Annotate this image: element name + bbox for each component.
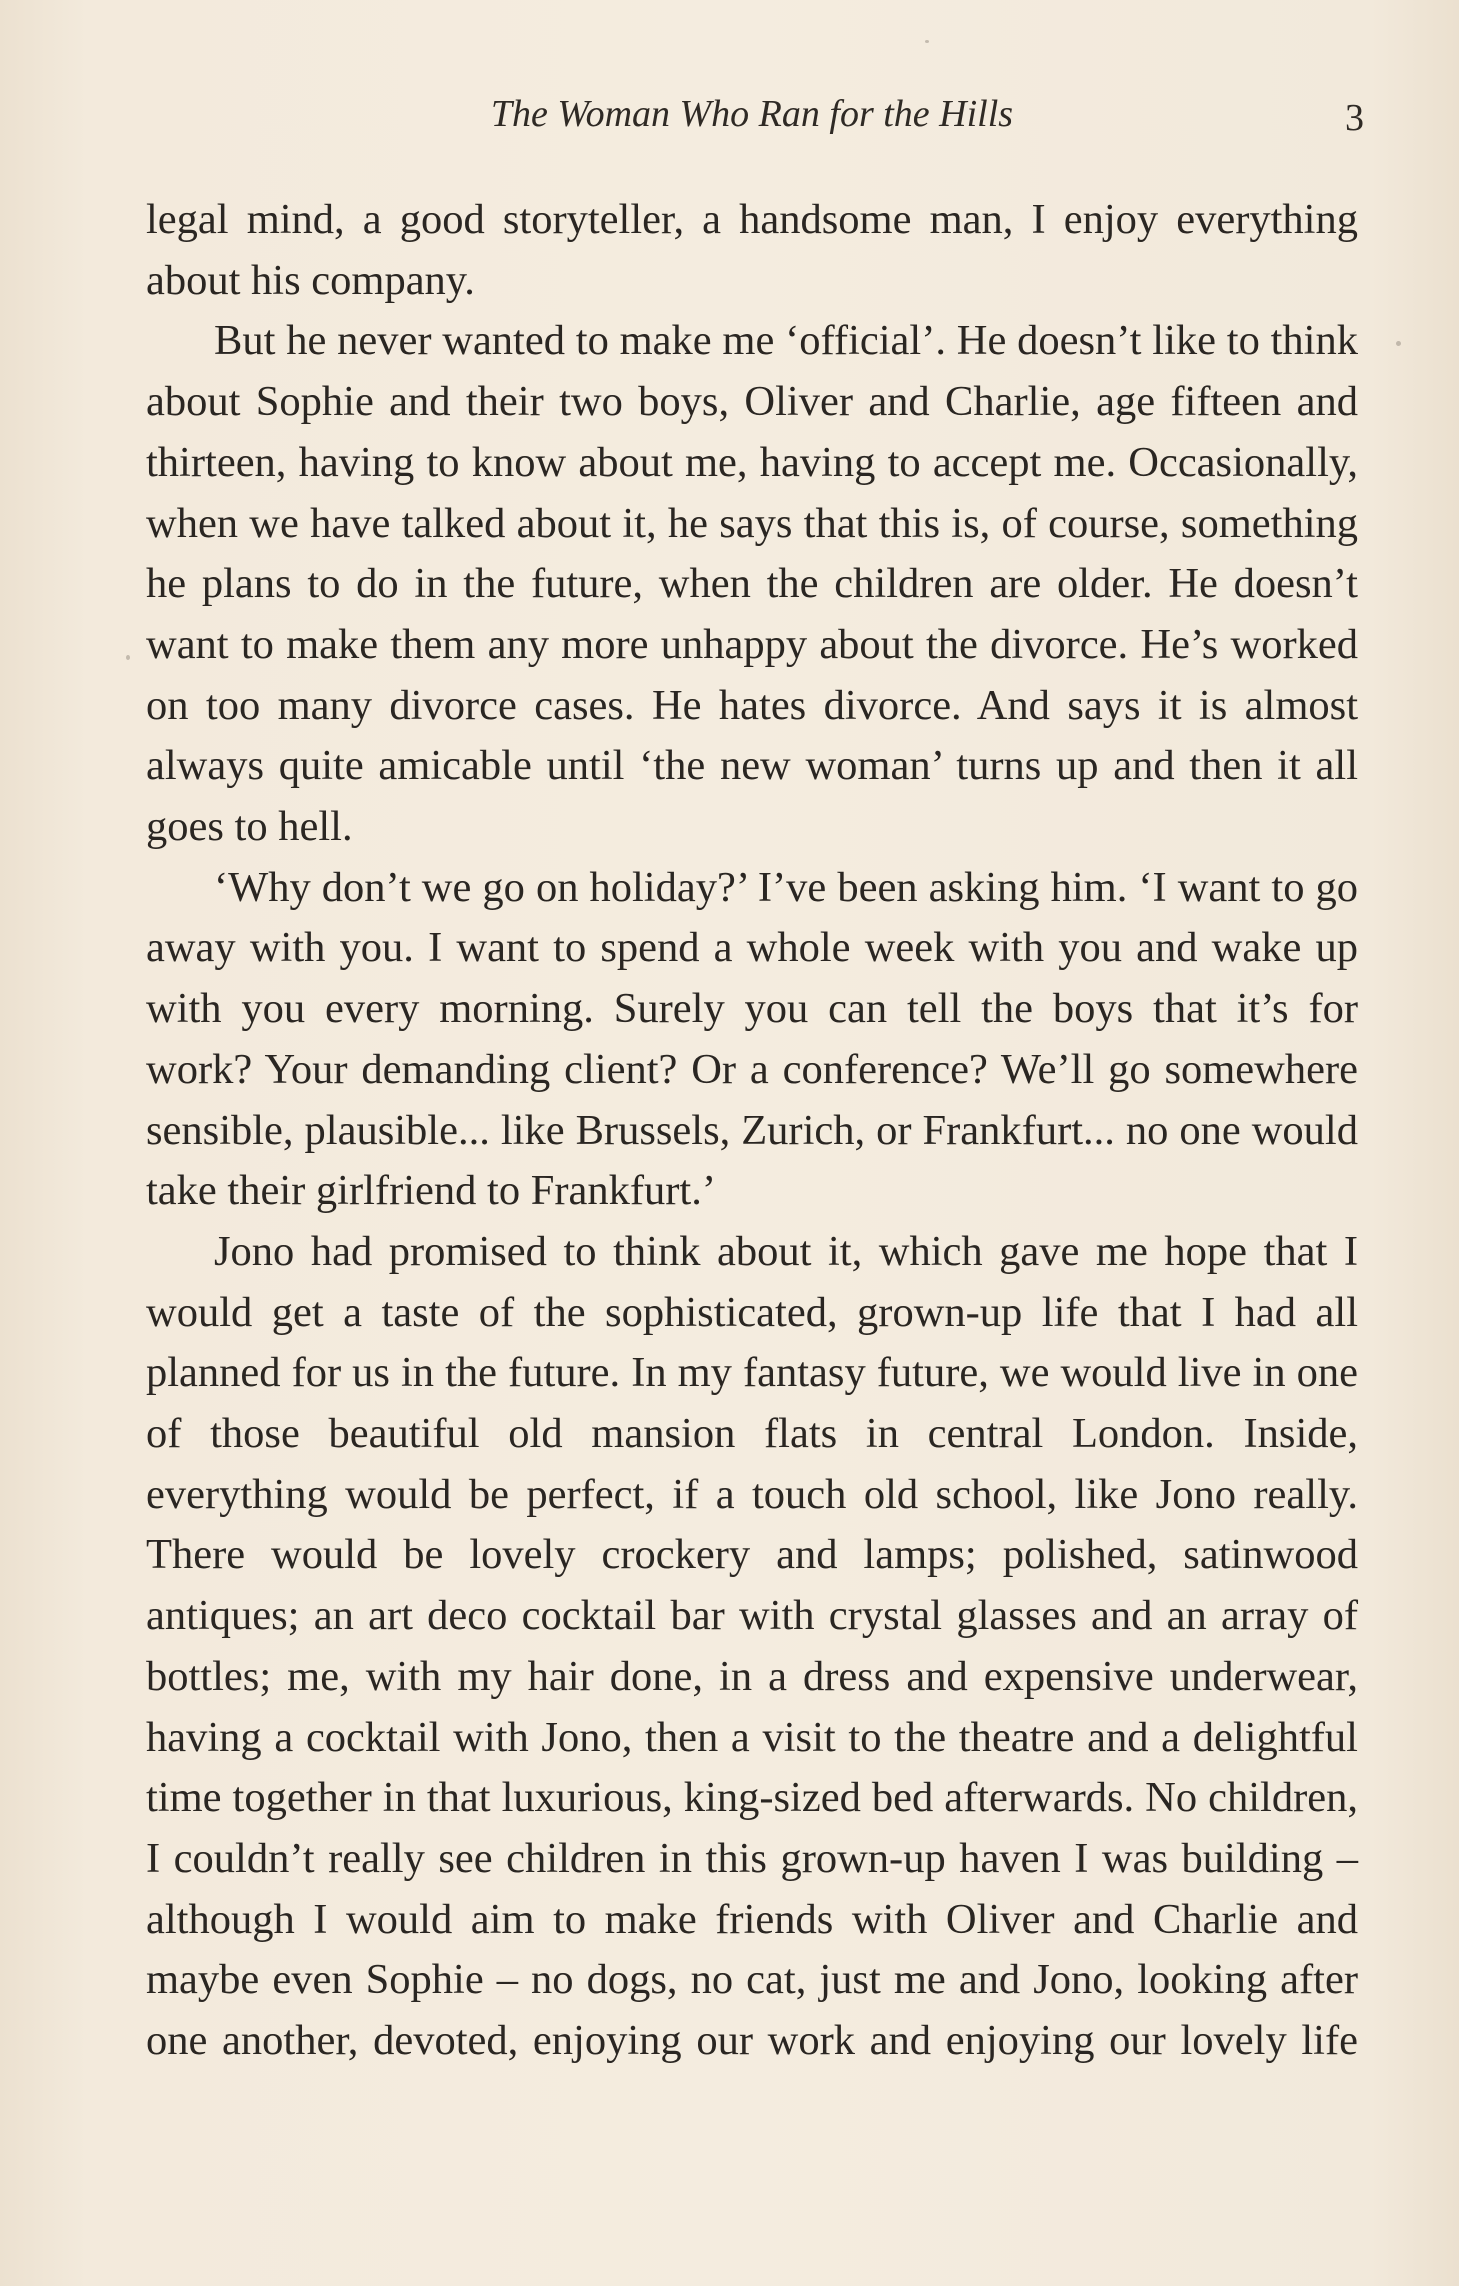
- paragraph-official: But he never wanted to make me ‘official’. He doesn’t like to think about Sophie and their two boys, Oliver and Charlie, age fifteen and thirteen, having to know about me, having to accept me. Occasionally, when we have talked about it, he says that this is, of course, something he plans to do in the future, when the children are older. He doesn’t want to make them any more unhappy about the divorce. He’s worked on too many divorce cases. He hates divorce. And says it is almost always quite amicable until ‘the new woman’ turns up and then it all goes to hell.: [146, 317, 1358, 851]
- running-head: [146, 84, 1364, 144]
- scan-speck: [1396, 341, 1401, 346]
- scan-speck: [126, 655, 130, 660]
- scan-speck: [925, 40, 929, 43]
- page-number: 3: [1345, 97, 1364, 139]
- body-text: [146, 190, 1358, 2072]
- paragraph-holiday: ‘Why don’t we go on holiday?’ I’ve been asking him. ‘I want to go away with you. I want to spend a whole week with you and wake up with you every morning. Surely you can tell the boys that it’s for work? Your demanding client? Or a conference? We’ll go somewhere sensible, plausible... like Brussels, Zurich, or Frankfurt... no one would take their girlfriend to Frankfurt.’: [146, 863, 1358, 1215]
- running-title: The Woman Who Ran for the Hills: [490, 93, 1014, 135]
- paragraph-fantasy-future: Jono had promised to think about it, which gave me hope that I would get a taste of the sophisticated, grown-up life that I had all planned for us in the future. In my fantasy future, we would live in one of those beautiful old mansion flats in central London. Inside, everything would be perfect, if a touch old school, like Jono really. There would be lovely crockery and lamps; polished, satinwood antiques; an art deco cocktail bar with crystal glasses and an array of bottles; me, with my hair done, in a dress and expensive underwear, having a cocktail with Jono, then a visit to the theatre and a delightful time together in that luxurious, king-sized bed afterwards. No children, I couldn’t really see children in this grown-up haven I was building – although I would aim to make friends with Oliver and Charlie and maybe even Sophie – no dogs, no cat, just me and Jono, looking after one another, devoted, enjoying our work and enjoying our lovely life: [146, 1227, 1358, 2065]
- paragraph-continuation: legal mind, a good storyteller, a handsome man, I enjoy everything about his company.: [146, 196, 1358, 304]
